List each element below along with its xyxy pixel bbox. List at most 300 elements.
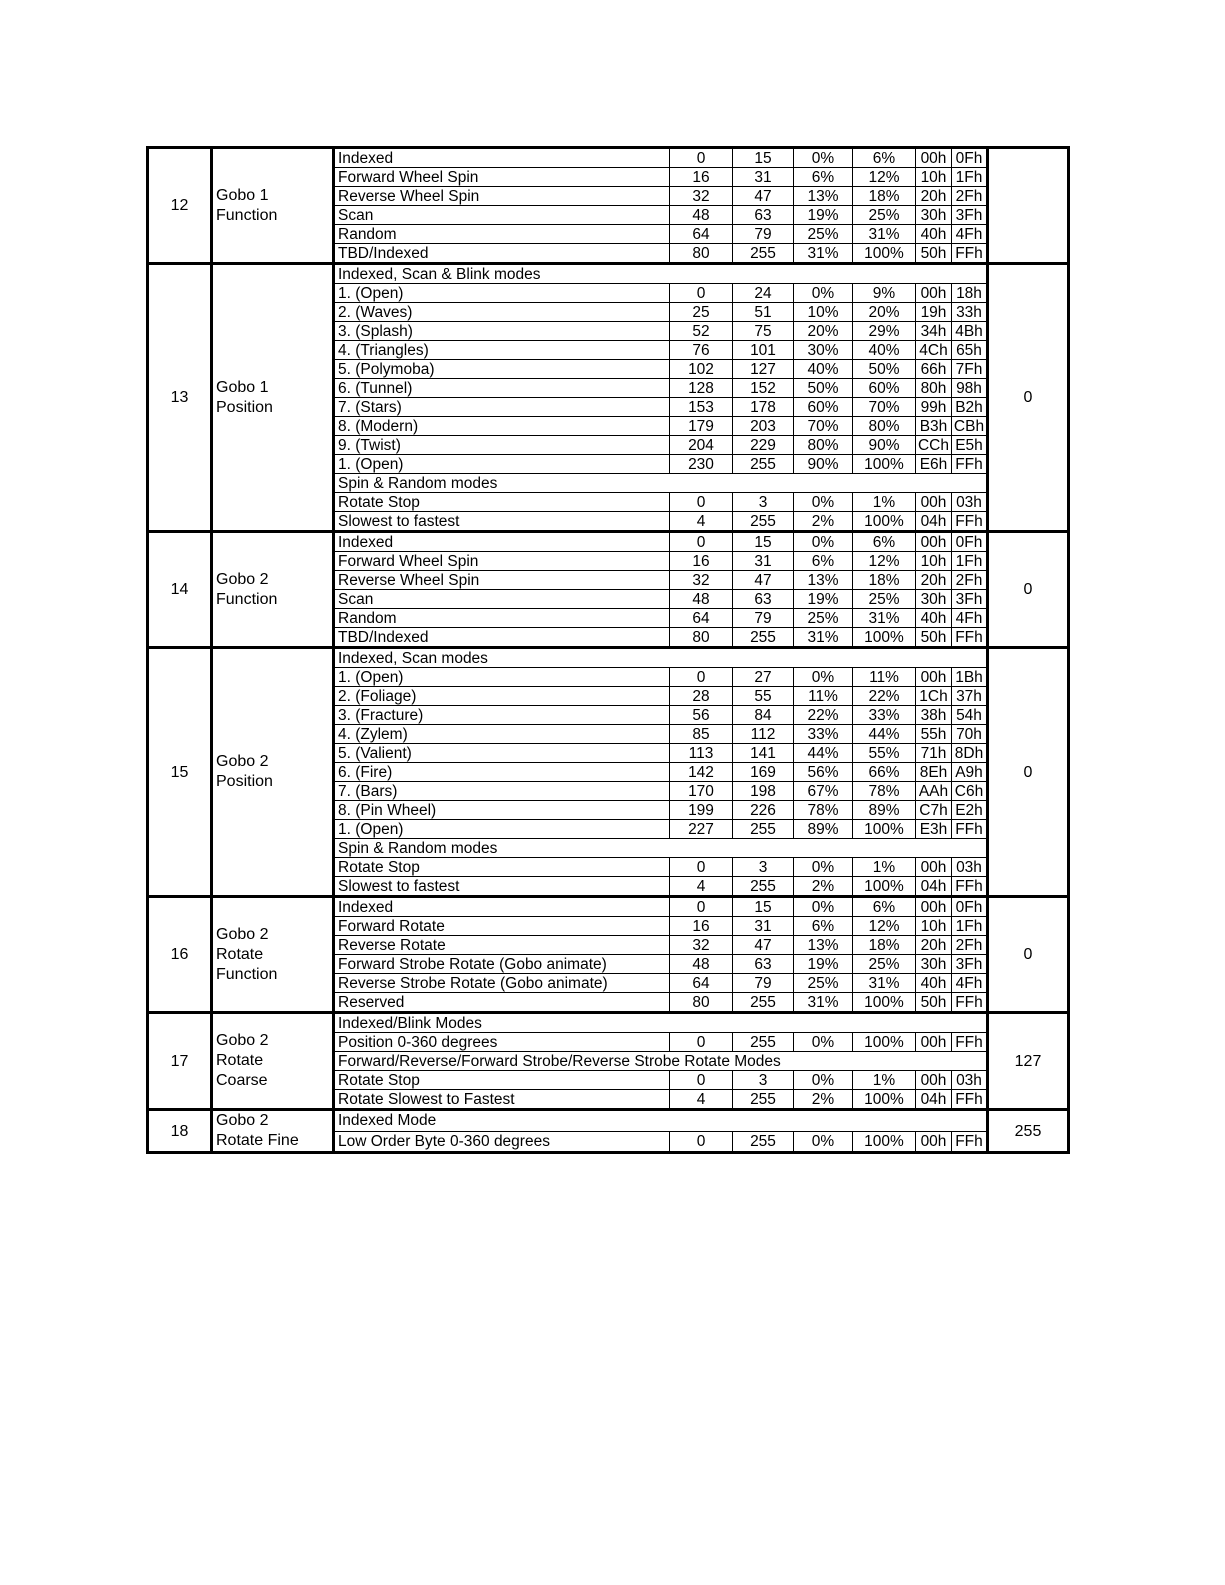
percent-to: 50% [853, 360, 916, 379]
percent-to: 1% [853, 858, 916, 877]
hex-to: E5h [952, 436, 988, 455]
dmx-from: 179 [670, 417, 733, 436]
hex-to: 1Bh [952, 668, 988, 687]
dmx-from: 227 [670, 820, 733, 839]
dmx-to: 3 [733, 493, 794, 512]
mode-header: Indexed, Scan modes [334, 648, 988, 668]
dmx-from: 153 [670, 398, 733, 417]
percent-from: 25% [794, 609, 853, 628]
function-description: Rotate Slowest to Fastest [334, 1090, 670, 1110]
percent-to: 1% [853, 1071, 916, 1090]
function-description: Reverse Rotate [334, 936, 670, 955]
dmx-to: 47 [733, 187, 794, 206]
dmx-to: 152 [733, 379, 794, 398]
percent-to: 12% [853, 552, 916, 571]
hex-from: 10h [916, 917, 952, 936]
channel-number: 13 [148, 264, 212, 532]
hex-to: 1Fh [952, 168, 988, 187]
dmx-to: 255 [733, 820, 794, 839]
percent-to: 100% [853, 512, 916, 532]
hex-to: 2Fh [952, 187, 988, 206]
percent-from: 67% [794, 782, 853, 801]
dmx-from: 80 [670, 244, 733, 264]
channel-name: Gobo 2 Function [212, 532, 334, 648]
dmx-from: 230 [670, 455, 733, 474]
channel-number: 17 [148, 1013, 212, 1110]
percent-from: 6% [794, 917, 853, 936]
percent-from: 20% [794, 322, 853, 341]
dmx-from: 52 [670, 322, 733, 341]
dmx-channel-table [146, 146, 1070, 1154]
dmx-from: 0 [670, 284, 733, 303]
default-value: 0 [988, 648, 1069, 897]
percent-to: 25% [853, 590, 916, 609]
hex-from: 19h [916, 303, 952, 322]
hex-from: 1Ch [916, 687, 952, 706]
percent-from: 78% [794, 801, 853, 820]
table-row [148, 532, 1069, 552]
dmx-to: 63 [733, 955, 794, 974]
dmx-from: 0 [670, 148, 733, 168]
hex-from: 00h [916, 897, 952, 917]
channel-name: Gobo 2 Rotate Fine [212, 1110, 334, 1153]
function-description: 8. (Modern) [334, 417, 670, 436]
dmx-to: 178 [733, 398, 794, 417]
dmx-to: 255 [733, 455, 794, 474]
function-description: Low Order Byte 0-360 degrees [334, 1131, 670, 1153]
percent-to: 11% [853, 668, 916, 687]
function-description: TBD/Indexed [334, 244, 670, 264]
dmx-from: 48 [670, 955, 733, 974]
hex-to: FFh [952, 1033, 988, 1052]
hex-to: 37h [952, 687, 988, 706]
percent-to: 90% [853, 436, 916, 455]
function-description: Reverse Strobe Rotate (Gobo animate) [334, 974, 670, 993]
hex-to: 4Bh [952, 322, 988, 341]
dmx-from: 199 [670, 801, 733, 820]
percent-to: 100% [853, 244, 916, 264]
hex-from: 8Eh [916, 763, 952, 782]
percent-from: 2% [794, 1090, 853, 1110]
channel-name: Gobo 1 Position [212, 264, 334, 532]
percent-to: 12% [853, 168, 916, 187]
channel-number: 12 [148, 148, 212, 264]
percent-to: 25% [853, 955, 916, 974]
hex-from: 30h [916, 206, 952, 225]
default-value [988, 148, 1069, 264]
function-description: Forward Strobe Rotate (Gobo animate) [334, 955, 670, 974]
hex-from: B3h [916, 417, 952, 436]
dmx-to: 51 [733, 303, 794, 322]
dmx-from: 80 [670, 628, 733, 648]
percent-from: 31% [794, 993, 853, 1013]
hex-to: 3Fh [952, 206, 988, 225]
dmx-to: 255 [733, 993, 794, 1013]
dmx-to: 229 [733, 436, 794, 455]
dmx-to: 47 [733, 936, 794, 955]
dmx-to: 63 [733, 590, 794, 609]
mode-header-row [148, 1013, 1069, 1033]
dmx-from: 16 [670, 168, 733, 187]
percent-to: 100% [853, 877, 916, 897]
dmx-to: 79 [733, 974, 794, 993]
function-description: 3. (Fracture) [334, 706, 670, 725]
hex-from: C7h [916, 801, 952, 820]
percent-from: 0% [794, 1071, 853, 1090]
hex-from: E6h [916, 455, 952, 474]
percent-from: 19% [794, 206, 853, 225]
hex-to: FFh [952, 628, 988, 648]
percent-to: 44% [853, 725, 916, 744]
dmx-to: 63 [733, 206, 794, 225]
percent-from: 0% [794, 1033, 853, 1052]
percent-to: 29% [853, 322, 916, 341]
hex-from: 00h [916, 1131, 952, 1153]
hex-from: 55h [916, 725, 952, 744]
dmx-to: 169 [733, 763, 794, 782]
percent-to: 80% [853, 417, 916, 436]
dmx-to: 3 [733, 1071, 794, 1090]
dmx-from: 32 [670, 187, 733, 206]
hex-from: 00h [916, 284, 952, 303]
channel-name: Gobo 2 Rotate Coarse [212, 1013, 334, 1110]
function-description: 7. (Bars) [334, 782, 670, 801]
dmx-to: 226 [733, 801, 794, 820]
percent-to: 20% [853, 303, 916, 322]
channel-name: Gobo 1 Function [212, 148, 334, 264]
hex-from: 00h [916, 858, 952, 877]
dmx-from: 0 [670, 897, 733, 917]
percent-from: 89% [794, 820, 853, 839]
dmx-from: 204 [670, 436, 733, 455]
hex-from: CCh [916, 436, 952, 455]
hex-from: 38h [916, 706, 952, 725]
hex-to: 65h [952, 341, 988, 360]
hex-to: FFh [952, 512, 988, 532]
dmx-from: 64 [670, 225, 733, 244]
hex-to: 2Fh [952, 571, 988, 590]
percent-to: 40% [853, 341, 916, 360]
function-description: 6. (Tunnel) [334, 379, 670, 398]
dmx-to: 198 [733, 782, 794, 801]
percent-to: 6% [853, 897, 916, 917]
percent-from: 40% [794, 360, 853, 379]
percent-from: 0% [794, 858, 853, 877]
percent-from: 31% [794, 628, 853, 648]
hex-to: 8Dh [952, 744, 988, 763]
percent-to: 12% [853, 917, 916, 936]
hex-from: 34h [916, 322, 952, 341]
hex-to: 0Fh [952, 148, 988, 168]
function-description: Rotate Stop [334, 493, 670, 512]
percent-from: 70% [794, 417, 853, 436]
hex-from: 20h [916, 936, 952, 955]
percent-from: 0% [794, 148, 853, 168]
dmx-from: 64 [670, 974, 733, 993]
percent-to: 66% [853, 763, 916, 782]
function-description: 1. (Open) [334, 284, 670, 303]
percent-from: 19% [794, 590, 853, 609]
dmx-from: 0 [670, 493, 733, 512]
hex-from: 4Ch [916, 341, 952, 360]
percent-from: 0% [794, 532, 853, 552]
function-description: Slowest to fastest [334, 512, 670, 532]
default-value: 127 [988, 1013, 1069, 1110]
function-description: 2. (Foliage) [334, 687, 670, 706]
percent-from: 10% [794, 303, 853, 322]
hex-from: 30h [916, 955, 952, 974]
hex-to: 3Fh [952, 590, 988, 609]
percent-to: 100% [853, 1131, 916, 1153]
hex-to: E2h [952, 801, 988, 820]
hex-to: FFh [952, 993, 988, 1013]
hex-from: 00h [916, 1033, 952, 1052]
hex-to: 4Fh [952, 974, 988, 993]
hex-from: 00h [916, 493, 952, 512]
dmx-to: 31 [733, 917, 794, 936]
hex-from: 99h [916, 398, 952, 417]
hex-from: 40h [916, 974, 952, 993]
percent-from: 30% [794, 341, 853, 360]
mode-header-row [148, 648, 1069, 668]
mode-header: Indexed Mode [334, 1110, 988, 1132]
table-row [148, 148, 1069, 168]
dmx-to: 255 [733, 1131, 794, 1153]
percent-to: 31% [853, 974, 916, 993]
hex-to: 03h [952, 1071, 988, 1090]
hex-from: 80h [916, 379, 952, 398]
dmx-to: 15 [733, 148, 794, 168]
hex-from: 66h [916, 360, 952, 379]
default-value: 255 [988, 1110, 1069, 1153]
percent-to: 78% [853, 782, 916, 801]
percent-to: 33% [853, 706, 916, 725]
percent-from: 33% [794, 725, 853, 744]
function-description: Indexed [334, 148, 670, 168]
function-description: Forward Wheel Spin [334, 168, 670, 187]
hex-to: 03h [952, 493, 988, 512]
dmx-to: 31 [733, 168, 794, 187]
function-description: 6. (Fire) [334, 763, 670, 782]
percent-to: 100% [853, 1090, 916, 1110]
hex-from: 00h [916, 668, 952, 687]
percent-from: 56% [794, 763, 853, 782]
function-description: 9. (Twist) [334, 436, 670, 455]
hex-from: 10h [916, 552, 952, 571]
function-description: 7. (Stars) [334, 398, 670, 417]
dmx-from: 0 [670, 1071, 733, 1090]
percent-from: 44% [794, 744, 853, 763]
channel-name: Gobo 2 Position [212, 648, 334, 897]
mode-header: Indexed, Scan & Blink modes [334, 264, 988, 284]
dmx-to: 15 [733, 897, 794, 917]
mode-header: Forward/Reverse/Forward Strobe/Reverse Strobe Rotate Modes [334, 1052, 988, 1071]
dmx-from: 4 [670, 1090, 733, 1110]
function-description: 5. (Valient) [334, 744, 670, 763]
mode-header: Spin & Random modes [334, 839, 988, 858]
dmx-from: 0 [670, 668, 733, 687]
percent-to: 100% [853, 455, 916, 474]
percent-to: 18% [853, 571, 916, 590]
percent-to: 9% [853, 284, 916, 303]
dmx-from: 0 [670, 1131, 733, 1153]
percent-from: 25% [794, 974, 853, 993]
dmx-to: 255 [733, 628, 794, 648]
hex-from: 20h [916, 187, 952, 206]
percent-from: 2% [794, 512, 853, 532]
hex-to: FFh [952, 244, 988, 264]
hex-to: C6h [952, 782, 988, 801]
hex-to: 1Fh [952, 917, 988, 936]
function-description: Scan [334, 206, 670, 225]
hex-to: 0Fh [952, 897, 988, 917]
dmx-from: 170 [670, 782, 733, 801]
hex-from: 04h [916, 877, 952, 897]
dmx-from: 113 [670, 744, 733, 763]
percent-to: 31% [853, 225, 916, 244]
dmx-from: 76 [670, 341, 733, 360]
dmx-to: 55 [733, 687, 794, 706]
function-description: 3. (Splash) [334, 322, 670, 341]
percent-from: 90% [794, 455, 853, 474]
percent-to: 55% [853, 744, 916, 763]
channel-number: 18 [148, 1110, 212, 1153]
mode-header: Indexed/Blink Modes [334, 1013, 988, 1033]
hex-to: 98h [952, 379, 988, 398]
percent-from: 50% [794, 379, 853, 398]
dmx-from: 56 [670, 706, 733, 725]
dmx-to: 31 [733, 552, 794, 571]
default-value: 0 [988, 264, 1069, 532]
percent-to: 100% [853, 820, 916, 839]
dmx-to: 24 [733, 284, 794, 303]
dmx-to: 255 [733, 1090, 794, 1110]
function-description: 5. (Polymoba) [334, 360, 670, 379]
hex-to: FFh [952, 877, 988, 897]
dmx-from: 0 [670, 532, 733, 552]
hex-from: 10h [916, 168, 952, 187]
dmx-to: 101 [733, 341, 794, 360]
percent-to: 22% [853, 687, 916, 706]
function-description: Random [334, 225, 670, 244]
dmx-to: 255 [733, 512, 794, 532]
hex-to: 3Fh [952, 955, 988, 974]
dmx-to: 112 [733, 725, 794, 744]
function-description: Random [334, 609, 670, 628]
hex-to: 7Fh [952, 360, 988, 379]
hex-from: 40h [916, 225, 952, 244]
dmx-from: 64 [670, 609, 733, 628]
function-description: Slowest to fastest [334, 877, 670, 897]
percent-from: 0% [794, 1131, 853, 1153]
hex-from: 50h [916, 244, 952, 264]
channel-name: Gobo 2 Rotate Function [212, 897, 334, 1013]
function-description: Position 0-360 degrees [334, 1033, 670, 1052]
percent-from: 25% [794, 225, 853, 244]
function-description: Reverse Wheel Spin [334, 571, 670, 590]
hex-to: A9h [952, 763, 988, 782]
percent-from: 0% [794, 897, 853, 917]
dmx-from: 28 [670, 687, 733, 706]
dmx-from: 0 [670, 858, 733, 877]
hex-to: 1Fh [952, 552, 988, 571]
percent-to: 100% [853, 993, 916, 1013]
hex-to: 18h [952, 284, 988, 303]
table-body [148, 148, 1069, 1153]
percent-from: 31% [794, 244, 853, 264]
hex-to: FFh [952, 1131, 988, 1153]
dmx-from: 80 [670, 993, 733, 1013]
mode-header-row [148, 264, 1069, 284]
percent-from: 13% [794, 936, 853, 955]
dmx-from: 16 [670, 917, 733, 936]
dmx-to: 141 [733, 744, 794, 763]
hex-to: 03h [952, 858, 988, 877]
hex-from: AAh [916, 782, 952, 801]
function-description: Rotate Stop [334, 1071, 670, 1090]
function-description: TBD/Indexed [334, 628, 670, 648]
dmx-from: 85 [670, 725, 733, 744]
hex-to: FFh [952, 1090, 988, 1110]
mode-header-row [148, 1110, 1069, 1132]
hex-from: 30h [916, 590, 952, 609]
percent-to: 60% [853, 379, 916, 398]
dmx-from: 48 [670, 590, 733, 609]
dmx-to: 47 [733, 571, 794, 590]
percent-from: 13% [794, 187, 853, 206]
percent-to: 70% [853, 398, 916, 417]
channel-number: 14 [148, 532, 212, 648]
percent-from: 6% [794, 168, 853, 187]
function-description: 8. (Pin Wheel) [334, 801, 670, 820]
hex-to: 0Fh [952, 532, 988, 552]
hex-from: 40h [916, 609, 952, 628]
dmx-to: 3 [733, 858, 794, 877]
percent-to: 31% [853, 609, 916, 628]
dmx-to: 255 [733, 1033, 794, 1052]
function-description: 1. (Open) [334, 820, 670, 839]
function-description: 1. (Open) [334, 455, 670, 474]
dmx-from: 102 [670, 360, 733, 379]
hex-to: 70h [952, 725, 988, 744]
hex-to: 33h [952, 303, 988, 322]
percent-to: 18% [853, 187, 916, 206]
function-description: Rotate Stop [334, 858, 670, 877]
channel-number: 15 [148, 648, 212, 897]
dmx-from: 16 [670, 552, 733, 571]
table-row [148, 897, 1069, 917]
dmx-from: 4 [670, 877, 733, 897]
percent-from: 2% [794, 877, 853, 897]
hex-to: 54h [952, 706, 988, 725]
percent-from: 60% [794, 398, 853, 417]
percent-to: 100% [853, 628, 916, 648]
function-description: Forward Wheel Spin [334, 552, 670, 571]
hex-from: 04h [916, 1090, 952, 1110]
hex-from: 00h [916, 1071, 952, 1090]
percent-to: 18% [853, 936, 916, 955]
hex-from: 50h [916, 628, 952, 648]
channel-number: 16 [148, 897, 212, 1013]
dmx-to: 203 [733, 417, 794, 436]
percent-to: 1% [853, 493, 916, 512]
hex-from: 00h [916, 148, 952, 168]
dmx-to: 84 [733, 706, 794, 725]
percent-to: 6% [853, 532, 916, 552]
dmx-from: 32 [670, 571, 733, 590]
percent-from: 6% [794, 552, 853, 571]
hex-to: FFh [952, 820, 988, 839]
